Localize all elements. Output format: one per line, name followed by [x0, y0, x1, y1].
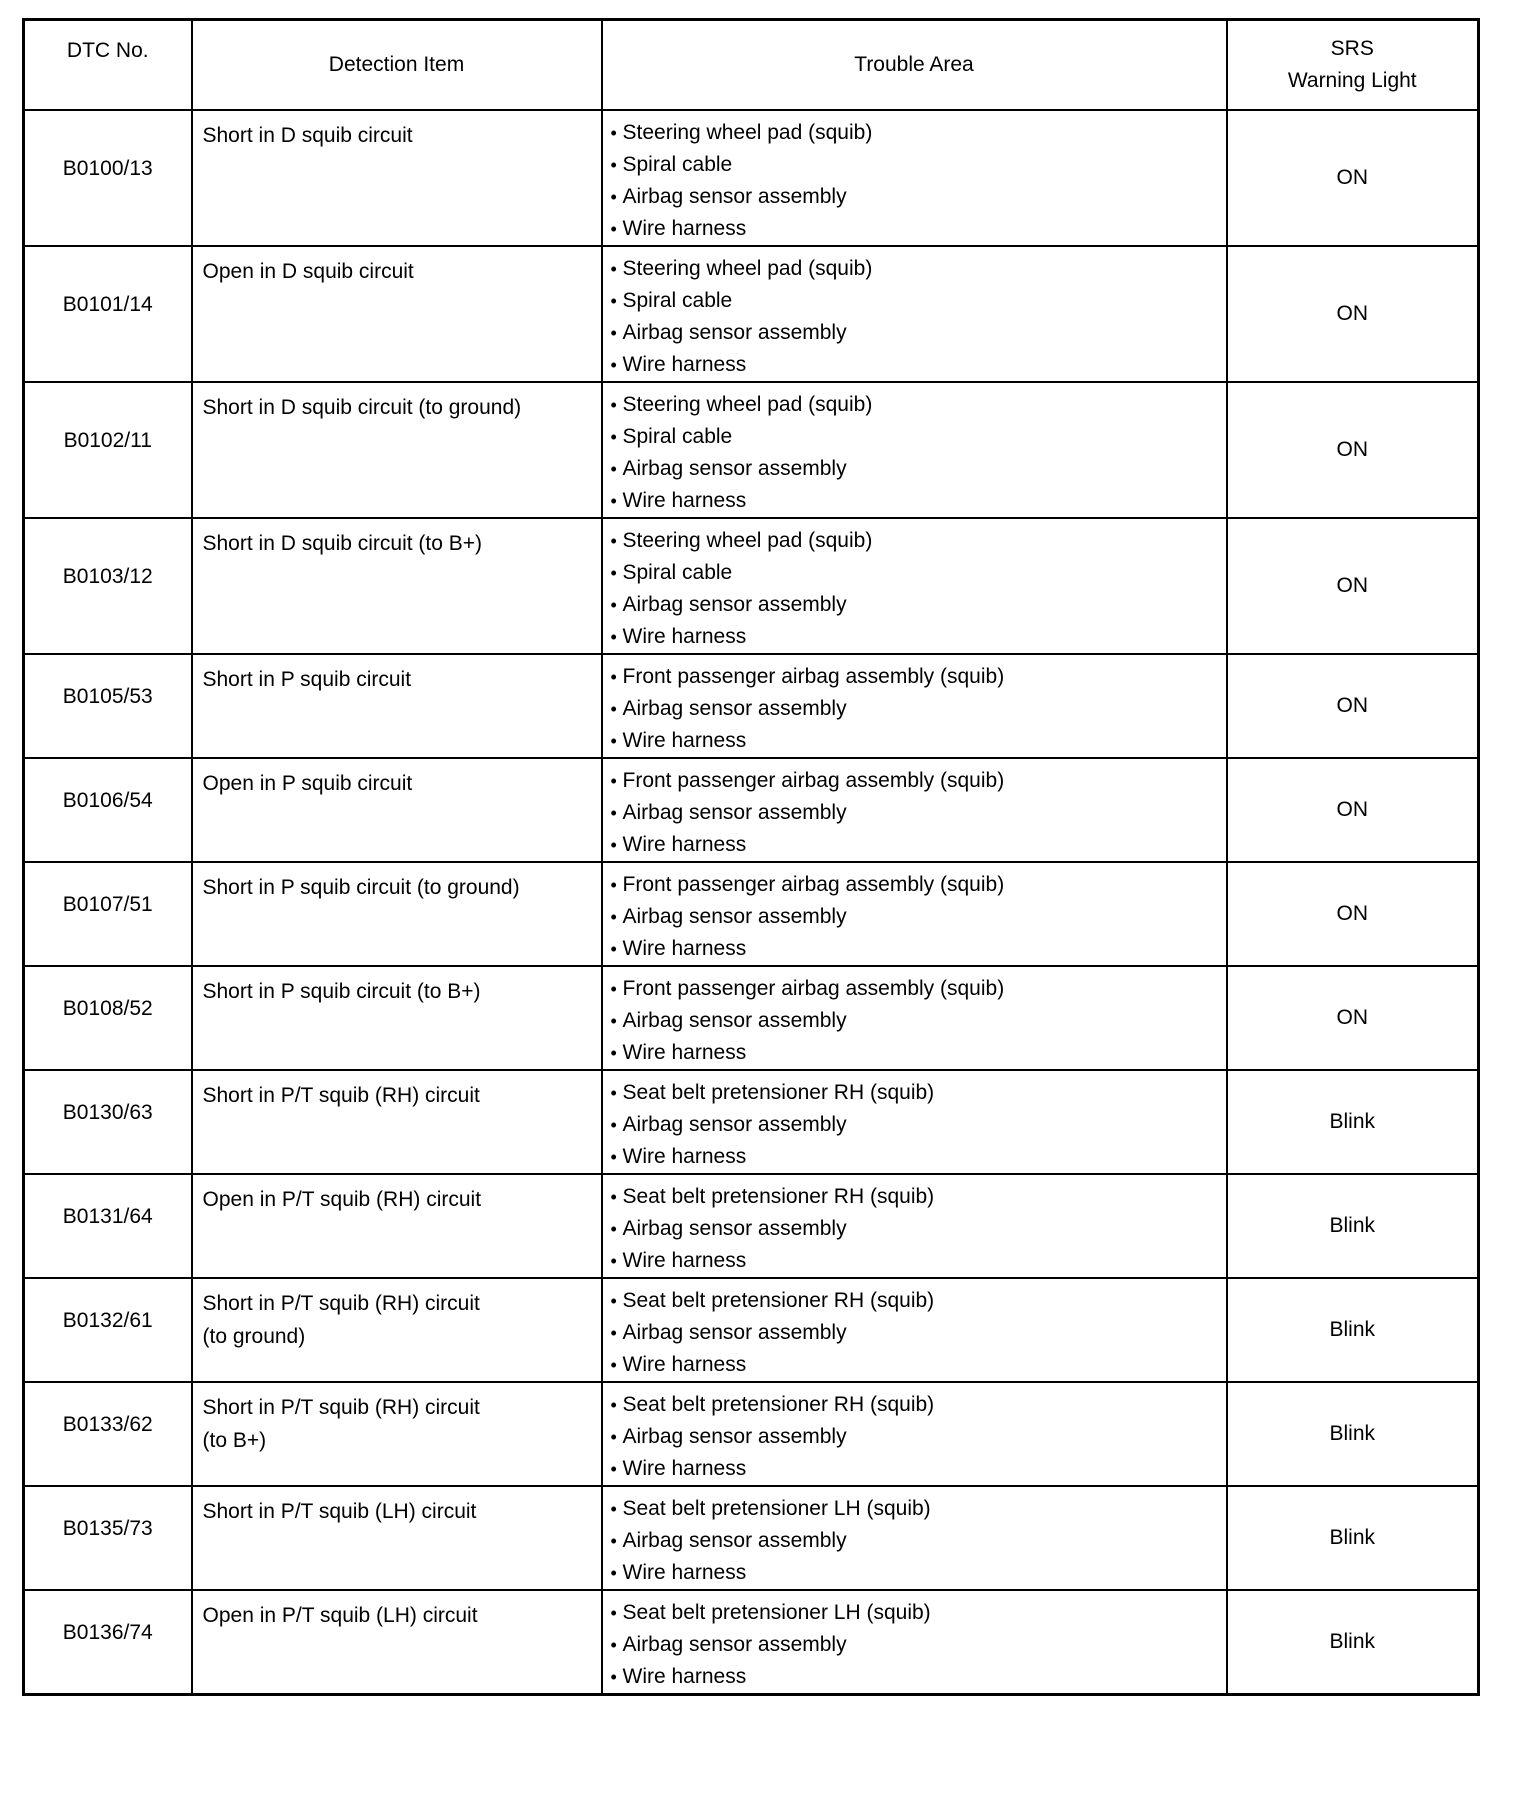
- detection-item: [192, 1278, 602, 1382]
- trouble-area: [602, 1174, 1227, 1278]
- trouble-item: • Front passenger airbag assembly (squib): [611, 973, 1218, 1005]
- trouble-item: • Airbag sensor assembly: [611, 589, 1218, 621]
- detection-item: [192, 246, 602, 382]
- trouble-list: [611, 253, 1218, 381]
- trouble-item: • Airbag sensor assembly: [611, 797, 1218, 829]
- trouble-item: • Wire harness: [611, 1245, 1218, 1277]
- detection-line: (to B+): [202, 1429, 267, 1452]
- trouble-list: [611, 765, 1218, 861]
- srs-warning-light-state: ON: [1227, 110, 1479, 246]
- trouble-list: [611, 1181, 1218, 1277]
- detection-item: [192, 862, 602, 966]
- detection-line: Open in P squib circuit: [202, 772, 413, 795]
- header-srs-line2: Warning Light: [1287, 69, 1417, 92]
- trouble-list: [611, 973, 1218, 1069]
- detection-item: [192, 518, 602, 654]
- trouble-area: [602, 1486, 1227, 1590]
- srs-warning-light-state: ON: [1227, 382, 1479, 518]
- dtc-code: B0106/54: [24, 758, 192, 862]
- table-row: [24, 966, 1479, 1070]
- header-detection-item: Detection Item: [192, 20, 602, 111]
- trouble-list: [611, 1389, 1218, 1485]
- detection-item: [192, 654, 602, 758]
- table-row: [24, 382, 1479, 518]
- trouble-area: [602, 1382, 1227, 1486]
- dtc-code: B0133/62: [24, 1382, 192, 1486]
- trouble-item: • Wire harness: [611, 621, 1218, 653]
- detection-item: [192, 758, 602, 862]
- detection-item: [192, 110, 602, 246]
- trouble-list: [611, 869, 1218, 965]
- trouble-item: • Front passenger airbag assembly (squib): [611, 869, 1218, 901]
- trouble-item: • Spiral cable: [611, 557, 1218, 589]
- table-row: [24, 1590, 1479, 1695]
- srs-warning-light-state: ON: [1227, 246, 1479, 382]
- dtc-code: B0100/13: [24, 110, 192, 246]
- detection-item: [192, 1382, 602, 1486]
- srs-warning-light-state: Blink: [1227, 1070, 1479, 1174]
- detection-line: Short in D squib circuit (to B+): [202, 532, 483, 555]
- trouble-item: • Seat belt pretensioner RH (squib): [611, 1077, 1218, 1109]
- table-row: [24, 1486, 1479, 1590]
- trouble-list: [611, 389, 1218, 517]
- table-row: [24, 1382, 1479, 1486]
- trouble-item: • Wire harness: [611, 349, 1218, 381]
- trouble-item: • Wire harness: [611, 1661, 1218, 1693]
- trouble-item: • Wire harness: [611, 1557, 1218, 1589]
- trouble-item: • Wire harness: [611, 485, 1218, 517]
- srs-warning-light-state: ON: [1227, 862, 1479, 966]
- detection-line: Short in P/T squib (RH) circuit: [202, 1084, 480, 1107]
- trouble-item: • Airbag sensor assembly: [611, 1629, 1218, 1661]
- table-header: [24, 20, 1479, 111]
- header-dtc-no: DTC No.: [24, 20, 192, 111]
- trouble-list: [611, 1285, 1218, 1381]
- trouble-area: [602, 518, 1227, 654]
- trouble-item: • Spiral cable: [611, 149, 1218, 181]
- trouble-area: [602, 654, 1227, 758]
- detection-line: Short in P/T squib (LH) circuit: [202, 1500, 477, 1523]
- srs-warning-light-state: Blink: [1227, 1278, 1479, 1382]
- dtc-code: B0136/74: [24, 1590, 192, 1695]
- dtc-code: B0135/73: [24, 1486, 192, 1590]
- trouble-item: • Seat belt pretensioner RH (squib): [611, 1285, 1218, 1317]
- dtc-table: [22, 18, 1480, 1696]
- dtc-code: B0108/52: [24, 966, 192, 1070]
- trouble-list: [611, 1597, 1218, 1693]
- dtc-code: B0103/12: [24, 518, 192, 654]
- trouble-item: • Wire harness: [611, 213, 1218, 245]
- trouble-item: • Airbag sensor assembly: [611, 181, 1218, 213]
- dtc-code: B0102/11: [24, 382, 192, 518]
- trouble-item: • Wire harness: [611, 1453, 1218, 1485]
- trouble-area: [602, 110, 1227, 246]
- trouble-item: • Seat belt pretensioner RH (squib): [611, 1389, 1218, 1421]
- trouble-area: [602, 1590, 1227, 1695]
- detection-item: [192, 382, 602, 518]
- trouble-item: • Wire harness: [611, 933, 1218, 965]
- trouble-item: • Airbag sensor assembly: [611, 1005, 1218, 1037]
- trouble-area: [602, 862, 1227, 966]
- trouble-item: • Steering wheel pad (squib): [611, 253, 1218, 285]
- table-row: [24, 1070, 1479, 1174]
- trouble-area: [602, 1278, 1227, 1382]
- detection-line: Short in D squib circuit: [202, 124, 413, 147]
- trouble-list: [611, 117, 1218, 245]
- srs-warning-light-state: ON: [1227, 518, 1479, 654]
- trouble-list: [611, 1493, 1218, 1589]
- srs-warning-light-state: ON: [1227, 758, 1479, 862]
- table-row: [24, 246, 1479, 382]
- trouble-area: [602, 1070, 1227, 1174]
- trouble-item: • Wire harness: [611, 725, 1218, 757]
- header-trouble-area: Trouble Area: [602, 20, 1227, 111]
- trouble-item: • Steering wheel pad (squib): [611, 389, 1218, 421]
- trouble-area: [602, 758, 1227, 862]
- trouble-item: • Airbag sensor assembly: [611, 1421, 1218, 1453]
- srs-warning-light-state: ON: [1227, 966, 1479, 1070]
- trouble-item: • Wire harness: [611, 1349, 1218, 1381]
- trouble-item: • Front passenger airbag assembly (squib): [611, 661, 1218, 693]
- dtc-code: B0130/63: [24, 1070, 192, 1174]
- srs-warning-light-state: Blink: [1227, 1174, 1479, 1278]
- trouble-area: [602, 382, 1227, 518]
- dtc-code: B0132/61: [24, 1278, 192, 1382]
- detection-item: [192, 1486, 602, 1590]
- trouble-item: • Spiral cable: [611, 421, 1218, 453]
- srs-warning-light-state: Blink: [1227, 1486, 1479, 1590]
- table-row: [24, 654, 1479, 758]
- detection-item: [192, 1590, 602, 1695]
- dtc-code: B0105/53: [24, 654, 192, 758]
- header-srs-line1: SRS: [1330, 37, 1374, 60]
- trouble-area: [602, 246, 1227, 382]
- detection-item: [192, 1070, 602, 1174]
- dtc-code: B0131/64: [24, 1174, 192, 1278]
- detection-line: Short in P/T squib (RH) circuit: [202, 1292, 480, 1315]
- table-row: [24, 1278, 1479, 1382]
- detection-line: Open in D squib circuit: [202, 260, 414, 283]
- trouble-item: • Seat belt pretensioner LH (squib): [611, 1493, 1218, 1525]
- trouble-item: • Airbag sensor assembly: [611, 453, 1218, 485]
- table-row: [24, 862, 1479, 966]
- detection-item: [192, 1174, 602, 1278]
- table-row: [24, 110, 1479, 246]
- srs-warning-light-state: Blink: [1227, 1382, 1479, 1486]
- detection-item: [192, 966, 602, 1070]
- trouble-item: • Steering wheel pad (squib): [611, 525, 1218, 557]
- detection-line: (to ground): [202, 1325, 306, 1348]
- trouble-item: • Wire harness: [611, 1141, 1218, 1173]
- trouble-item: • Airbag sensor assembly: [611, 317, 1218, 349]
- detection-line: Short in P squib circuit (to ground): [202, 876, 520, 899]
- trouble-item: • Wire harness: [611, 1037, 1218, 1069]
- header-row: [24, 20, 1479, 111]
- detection-line: Short in D squib circuit (to ground): [202, 396, 522, 419]
- detection-line: Short in P squib circuit: [202, 668, 412, 691]
- trouble-item: • Steering wheel pad (squib): [611, 117, 1218, 149]
- table-row: [24, 1174, 1479, 1278]
- srs-warning-light-state: ON: [1227, 654, 1479, 758]
- header-srs-warning-light: [1227, 20, 1479, 111]
- table-body: [24, 110, 1479, 1695]
- trouble-item: • Seat belt pretensioner RH (squib): [611, 1181, 1218, 1213]
- trouble-item: • Front passenger airbag assembly (squib): [611, 765, 1218, 797]
- trouble-item: • Wire harness: [611, 829, 1218, 861]
- trouble-item: • Airbag sensor assembly: [611, 1317, 1218, 1349]
- trouble-item: • Airbag sensor assembly: [611, 1109, 1218, 1141]
- trouble-item: • Seat belt pretensioner LH (squib): [611, 1597, 1218, 1629]
- trouble-item: • Airbag sensor assembly: [611, 901, 1218, 933]
- srs-warning-light-state: Blink: [1227, 1590, 1479, 1695]
- trouble-item: • Airbag sensor assembly: [611, 1525, 1218, 1557]
- detection-line: Open in P/T squib (RH) circuit: [202, 1188, 482, 1211]
- detection-line: Short in P squib circuit (to B+): [202, 980, 481, 1003]
- dtc-code: B0107/51: [24, 862, 192, 966]
- trouble-item: • Spiral cable: [611, 285, 1218, 317]
- trouble-item: • Airbag sensor assembly: [611, 1213, 1218, 1245]
- trouble-area: [602, 966, 1227, 1070]
- dtc-code: B0101/14: [24, 246, 192, 382]
- detection-line: Short in P/T squib (RH) circuit: [202, 1396, 480, 1419]
- trouble-list: [611, 1077, 1218, 1173]
- detection-line: Open in P/T squib (LH) circuit: [202, 1604, 478, 1627]
- trouble-list: [611, 525, 1218, 653]
- trouble-list: [611, 661, 1218, 757]
- trouble-item: • Airbag sensor assembly: [611, 693, 1218, 725]
- table-row: [24, 758, 1479, 862]
- table-row: [24, 518, 1479, 654]
